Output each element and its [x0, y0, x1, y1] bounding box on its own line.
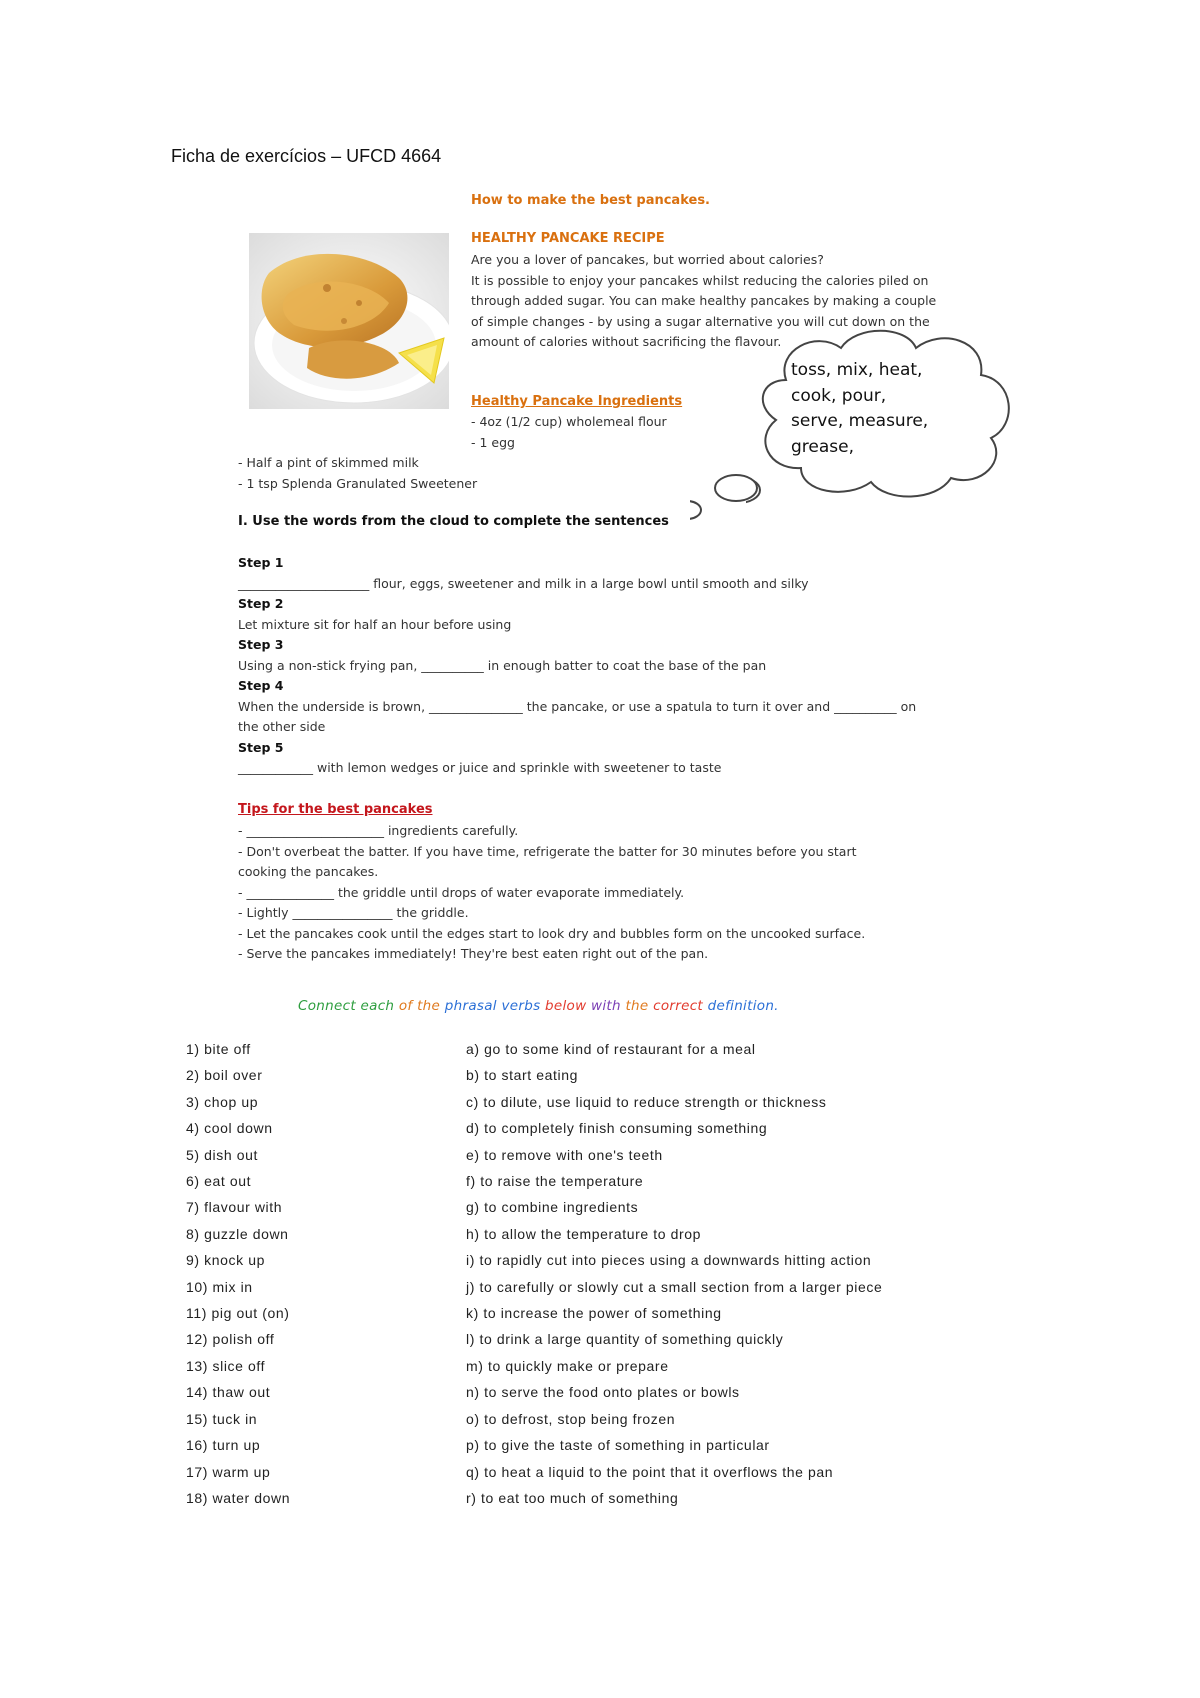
ingredient-item: - 4oz (1/2 cup) wholemeal flour: [471, 414, 667, 429]
instruction-word: of: [398, 998, 413, 1014]
definition-item: e) to remove with one's teeth: [466, 1146, 663, 1163]
definitions-list: [466, 1036, 882, 1511]
definition-item: f) to raise the temperature: [466, 1173, 644, 1190]
step-text: ____________ with lemon wedges or juice and sprinkle with sweetener to taste: [238, 760, 722, 775]
cloud-bubbles-icon: [690, 470, 800, 530]
definition-item: b) to start eating: [466, 1067, 578, 1084]
verb-item: 9) knock up: [186, 1252, 265, 1269]
verb-item: 15) tuck in: [186, 1410, 258, 1427]
tip-line: - ______________ the griddle until drops of water evaporate immediately.: [238, 884, 685, 900]
definition-item: k) to increase the power of something: [466, 1305, 722, 1322]
instruction-word: the: [625, 998, 649, 1014]
verb-item: 4) cool down: [186, 1120, 273, 1137]
verb-item: 8) guzzle down: [186, 1225, 289, 1242]
intro-line: Are you a lover of pancakes, but worried about calories?: [471, 252, 824, 267]
step-text: Let mixture sit for half an hour before using: [238, 616, 512, 632]
verb-item: 2) boil over: [186, 1067, 263, 1084]
step-text: When the underside is brown, _______________ the pancake, or use a spatula to turn it over and __________ on: [238, 698, 917, 714]
tip-line: - Serve the pancakes immediately! They're best eaten right out of the pan.: [238, 946, 709, 961]
verb-item: 13) slice off: [186, 1357, 266, 1374]
instruction-word: with: [591, 998, 621, 1014]
ingredients-heading: Healthy Pancake Ingredients: [471, 394, 683, 409]
verb-item: 17) warm up: [186, 1463, 271, 1480]
step-text: Using a non-stick frying pan, __________ in enough batter to coat the base of the pan: [238, 657, 767, 673]
verb-item: 10) mix in: [186, 1278, 253, 1295]
verb-item: 6) eat out: [186, 1173, 252, 1190]
step-label: Step 1: [238, 555, 284, 570]
step-text: _____________________ flour, eggs, sweetener and milk in a large bowl until smooth and silky: [238, 575, 809, 591]
tip-line: - Lightly ________________ the griddle.: [238, 905, 469, 920]
phrasal-verbs-list: [186, 1036, 290, 1511]
verb-item: 1) bite off: [186, 1041, 251, 1057]
definition-item: p) to give the taste of something in particular: [466, 1437, 770, 1454]
definition-item: n) to serve the food onto plates or bowls: [466, 1384, 740, 1401]
definition-item: o) to defrost, stop being frozen: [466, 1410, 676, 1427]
verb-item: 5) dish out: [186, 1146, 258, 1163]
intro-line: of simple changes - by using a sugar alternative you will cut down on the: [471, 313, 930, 329]
verb-item: 7) flavour with: [186, 1199, 283, 1216]
verb-item: 12) polish off: [186, 1331, 275, 1348]
tip-line: - Don't overbeat the batter. If you have time, refrigerate the batter for 30 minutes before you start: [238, 843, 857, 859]
definition-item: h) to allow the temperature to drop: [466, 1225, 702, 1242]
intro-line: It is possible to enjoy your pancakes whilst reducing the calories piled on: [471, 272, 929, 288]
definition-item: j) to carefully or slowly cut a small section from a larger piece: [466, 1278, 883, 1295]
instruction-word: Connect: [298, 998, 356, 1014]
definition-item: l) to drink a large quantity of something quickly: [466, 1331, 784, 1348]
recipe-subheading: HEALTHY PANCAKE RECIPE: [471, 231, 665, 246]
matching-instruction: [298, 998, 779, 1014]
recipe-heading: How to make the best pancakes.: [471, 193, 710, 208]
instruction-word: below: [545, 998, 587, 1014]
instruction-word: the: [417, 998, 441, 1014]
instruction-word: correct: [653, 998, 704, 1014]
cloud-line: toss, mix, heat,: [791, 360, 923, 380]
cloud-word-list: [791, 358, 928, 460]
definition-item: a) go to some kind of restaurant for a meal: [466, 1041, 756, 1057]
instruction-word: phrasal: [444, 998, 497, 1014]
instruction-word: each: [360, 998, 395, 1014]
definition-item: g) to combine ingredients: [466, 1199, 639, 1216]
tip-line: - ______________________ ingredients carefully.: [238, 823, 519, 838]
definition-item: i) to rapidly cut into pieces using a downwards hitting action: [466, 1252, 872, 1269]
intro-line: amount of calories without sacrificing the flavour.: [471, 334, 782, 349]
definition-item: r) to eat too much of something: [466, 1489, 679, 1506]
tip-line: cooking the pancakes.: [238, 864, 379, 879]
step-label: Step 2: [238, 596, 284, 611]
instruction-word: verbs: [501, 998, 541, 1014]
verb-item: 18) water down: [186, 1489, 291, 1506]
pancake-photo: [249, 233, 449, 409]
definition-item: q) to heat a liquid to the point that it overflows the pan: [466, 1463, 834, 1480]
verb-item: 16) turn up: [186, 1437, 261, 1454]
ingredient-item: - 1 egg: [471, 434, 515, 450]
worksheet-title: Ficha de exercícios – UFCD 4664: [171, 146, 442, 166]
step-label: Step 3: [238, 637, 284, 652]
intro-line: through added sugar. You can make healthy pancakes by making a couple: [471, 293, 937, 308]
exercise-instruction: I. Use the words from the cloud to complete the sentences: [238, 514, 669, 529]
verb-item: 14) thaw out: [186, 1384, 271, 1401]
cloud-line: cook, pour,: [791, 385, 887, 406]
definition-item: m) to quickly make or prepare: [466, 1357, 669, 1374]
ingredient-item: - Half a pint of skimmed milk: [238, 455, 419, 470]
cloud-line: grease,: [791, 436, 855, 457]
step-text: the other side: [238, 719, 326, 734]
steps-list: [238, 553, 916, 779]
ingredient-item: - 1 tsp Splenda Granulated Sweetener: [238, 475, 478, 491]
instruction-word: definition.: [707, 998, 779, 1014]
definition-item: c) to dilute, use liquid to reduce strength or thickness: [466, 1093, 827, 1110]
ingredients-list-bottom: [238, 453, 477, 494]
tip-line: - Let the pancakes cook until the edges start to look dry and bubbles form on the uncooked surface.: [238, 925, 866, 941]
verb-item: 11) pig out (on): [186, 1305, 290, 1322]
ingredients-list-top: [471, 412, 667, 453]
tips-heading: Tips for the best pancakes: [238, 802, 433, 817]
step-label: Step 4: [238, 678, 284, 693]
step-label: Step 5: [238, 739, 284, 755]
definition-item: d) to completely finish consuming something: [466, 1120, 768, 1137]
tips-list: [238, 821, 865, 965]
cloud-line: serve, measure,: [791, 411, 929, 431]
verb-item: 3) chop up: [186, 1093, 259, 1110]
